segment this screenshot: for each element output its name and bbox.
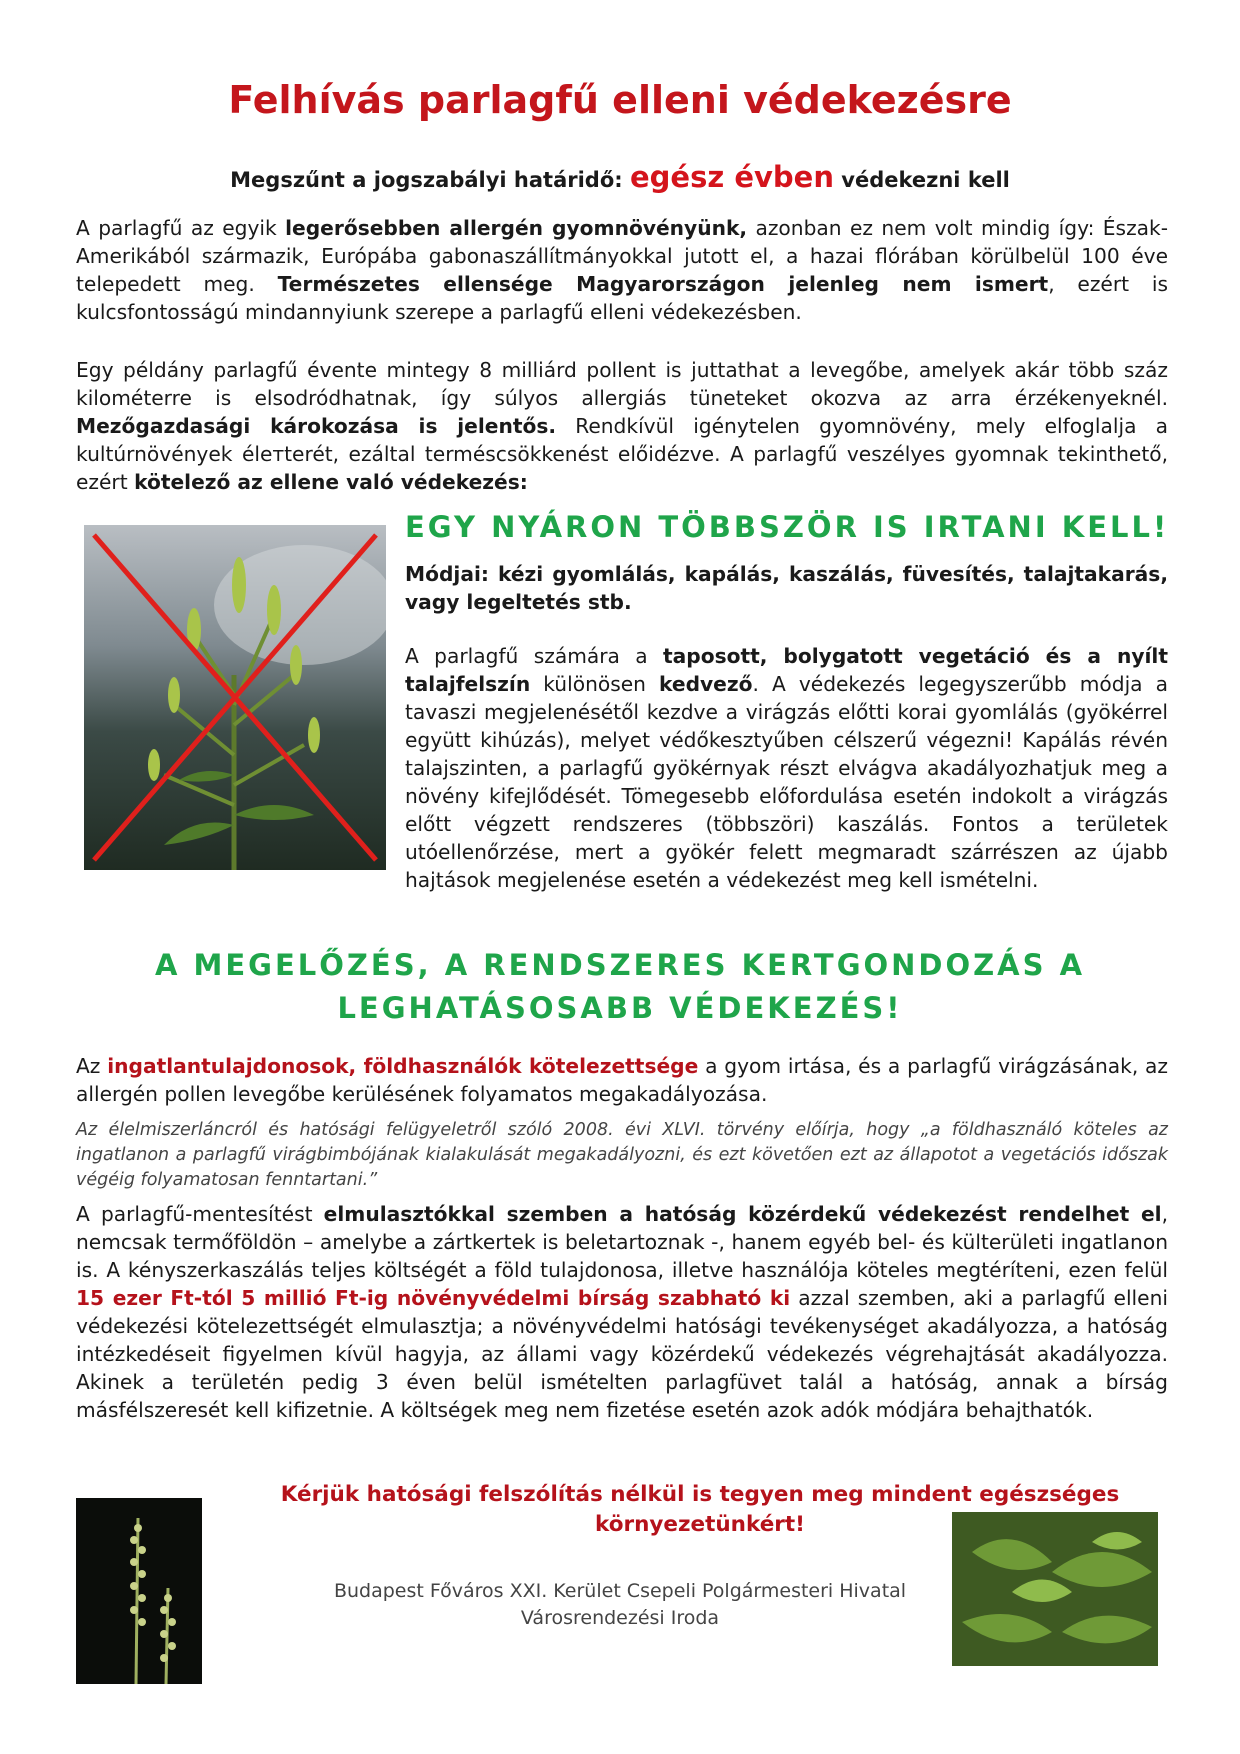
text-run: különösen	[530, 672, 659, 696]
text-run: Az	[76, 1054, 108, 1078]
text-run: azonban ez nem volt mindig így: Észak-Amerikából származik, Európába gabonaszállítmányokkal jutott el, a hazai flórában körülbelül 100 éve telepedett meg.	[76, 216, 1169, 296]
subtitle-suffix: védekezni kell	[833, 168, 1010, 192]
appeal-line: környezetünkért!	[595, 1512, 805, 1537]
appeal-line: Kérjük hatósági felszólítás nélkül is tegyen meg mindent egészséges	[280, 1482, 1120, 1507]
org-line: Budapest Főváros XXI. Kerület Csepeli Polgármesteri Hivatal	[333, 1580, 907, 1602]
bold-run: elmulasztókkal szemben a hatóság közérdekű védekezést rendelhet el	[323, 1202, 1162, 1226]
bold-run: legerősebben allergén gyomnövényünk,	[285, 216, 748, 240]
footer-organization	[200, 1578, 1040, 1632]
text-run: , nemcsak termőföldön – amelybe a zártkertek is beletartoznak -, hanem egyéb bel- és külterületi ingatlanon is. A kényszerkaszálás teljes költségét a föld tulajdonosa, illetve használója köteles megtéríteni, ezen felül	[76, 1202, 1168, 1282]
text-run: Egy példány parlagfű évente mintegy 8 milliárd pollent is juttathat a levegőbe, amelyek akár több száz kilométerre is elsodródhatnak, így súlyos allergiás tüneteket okozva az arra érzékenyeknél.	[76, 358, 1168, 410]
bold-run: kedvező	[659, 672, 753, 696]
bold-run: kötelező az ellene való védekezés:	[134, 470, 528, 494]
ragweed-flower-image	[76, 1498, 202, 1684]
obligation-paragraph	[76, 1052, 1168, 1108]
text-run: , ezért is kulcsfontosságú mindannyiunk szerepe a parlagfű elleni védekezésben.	[76, 272, 1168, 324]
fine-paragraph	[76, 1200, 1168, 1424]
intro-paragraph-1	[76, 214, 1168, 326]
page-subtitle	[0, 160, 1240, 194]
intro-paragraph-2	[76, 356, 1168, 496]
section2-heading-line: A MEGELŐZÉS, A RENDSZERES KERTGONDOZÁS A	[154, 948, 1086, 982]
text-run: A parlagfű számára a	[405, 644, 663, 668]
law-quote: Az élelmiszerláncról és hatósági felügyeletről szóló 2008. évi XLVI. törvény előírja, hogy „a földhasználó köteles az ingatlanon a parlagfű virágbimbójának kialakulását megakadályozni, és ezt követően ezt az állapotot a vegetációs időszak végéig folyamatosan fenntartani.”	[76, 1120, 1168, 1190]
text-run: . A védekezés legegyszerűbb módja a tavaszi megjelenésétől kezdve a virágzás előtti korai gyomlálás (gyökérrel együtt kihúzás), melyet védőkesztyűben célszerű végezni! Kapálás révén talajszinten, a parlagfű gyökérnyak részt elvágva akadályozhatjuk meg a növény kifejlődését. Tömegesebb előfordulása esetén indokolt a virágzás előtt végzett rendszeres (többszöri) kaszálás. Fontos a területek utóellenőrzése, mert a gyökér felett megmaradt szárrészen az újabb hajtások megjelenése esetén a védekezést meg kell ismételni.	[405, 672, 1168, 892]
red-bold-run: ingatlantulajdonosok, földhasználók kötelezettsége	[107, 1054, 699, 1078]
section2-heading	[0, 944, 1240, 1030]
text-run: a gyom irtása, és a parlagfű virágzásának, az allergén pollen levegőbe kerülésének folyamatos megakadályozása.	[76, 1054, 1169, 1106]
text-run: azzal szemben, aki a parlagfű elleni védekezési kötelezettségét elmulasztja; a növényvédelmi hatósági tevékenységet akadályozza, a hatóság intézkedéseit figyelmen kívül hagyja, az állami vagy közérdekű védekezés végrehajtását akadályozza. Akinek a területén pedig 3 éven belül ismételten parlagfüvet talál a hatóság, annak a bírság másfélszeresét kell kifizetnie. A költségek meg nem fizetése esetén azok adók módjára behajthatók.	[76, 1286, 1168, 1422]
bold-run: taposott, bolygatott vegetáció és a nyílt talajfelszín	[405, 644, 1168, 696]
bold-run: Mezőgazdasági károkozása is jelentős.	[76, 414, 557, 438]
section1-heading: EGY NYÁRON TÖBBSZÖR IS IRTANI KELL!	[405, 510, 1170, 544]
methods-text: Módjai: kézi gyomlálás, kapálás, kaszálás, füvesítés, talajtakarás, vagy legeltetés stb.	[405, 562, 1168, 614]
text-run: A parlagfű-mentesítést	[76, 1202, 324, 1226]
org-line: Városrendezési Iroda	[520, 1607, 720, 1629]
page-title: Felhívás parlagfű elleni védekezésre	[228, 78, 1012, 122]
subtitle-prefix: Megszűnt a jogszabályi határidő:	[230, 168, 630, 192]
text-run: A parlagfű az egyik	[76, 216, 286, 240]
ragweed-leaf-image	[952, 1512, 1158, 1666]
text-run: Rendkívül igénytelen gyomnövény, mely elfoglalja a kultúrnövények élетterét, ezáltal terméscsökkenést előidézve. A parlagfű veszélyes gyomnak tekinthető, ezért	[76, 414, 1168, 494]
bold-run: Természetes ellensége Magyarországon jelenleg nem ismert	[277, 272, 1049, 296]
section1-body	[76, 642, 1168, 900]
subtitle-highlight: egész évben	[629, 160, 834, 194]
red-bold-run: 15 ezer Ft-tól 5 millió Ft-ig növényvédelmi bírság szabható ki	[76, 1286, 791, 1310]
section2-heading-line: LEGHATÁSOSABB VÉDEKEZÉS!	[337, 991, 903, 1025]
